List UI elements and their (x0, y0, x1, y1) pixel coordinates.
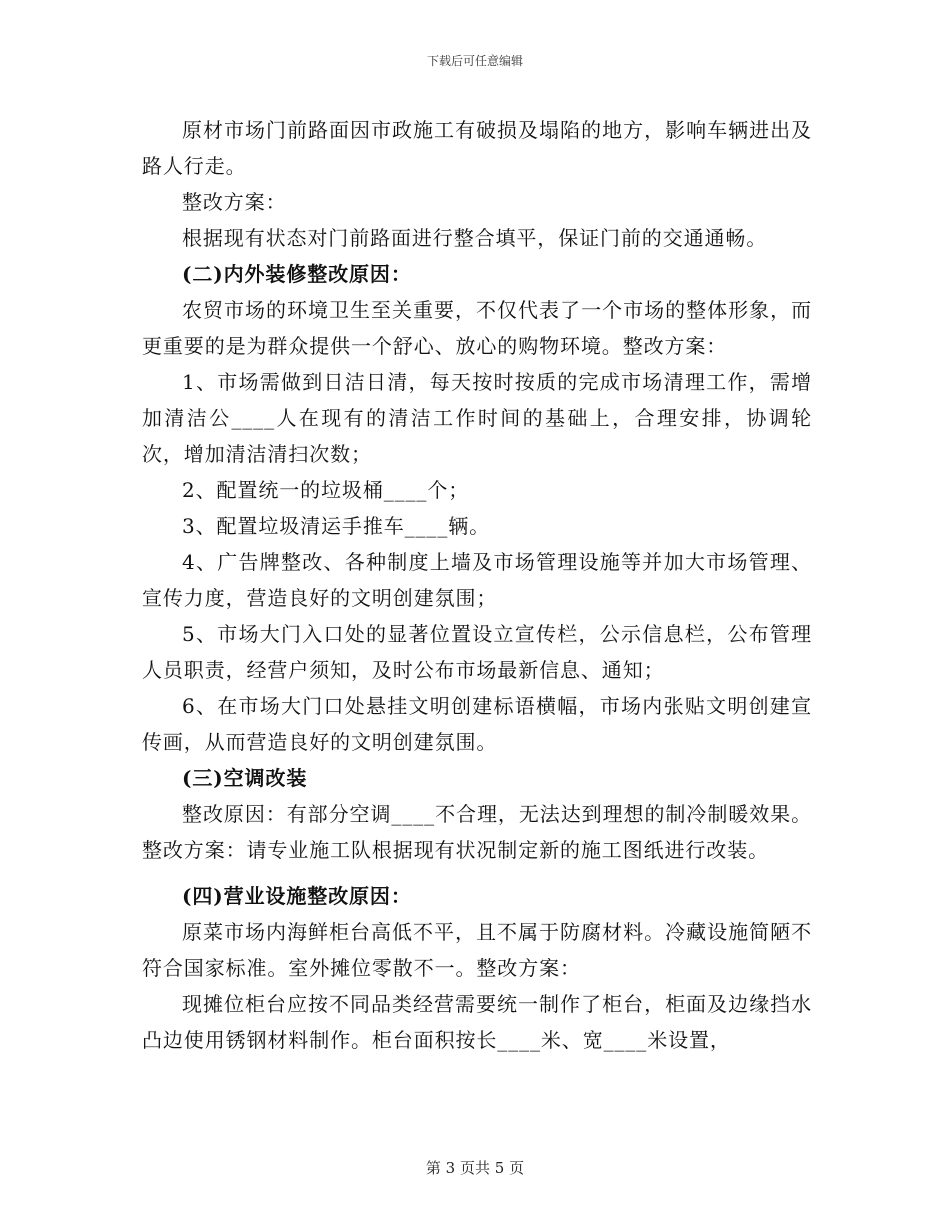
section-heading: (二)内外装修整改原因： (182, 262, 412, 286)
paragraph: 现摊位柜台应按不同品类经营需要统一制作了柜台，柜面及边缘挡水凸边使用锈钢材料制作。柜台面积按长____米、宽____米设置， (142, 992, 812, 1052)
list-item: 3、配置垃圾清运手推车____辆。 (182, 514, 491, 538)
document-body (142, 112, 812, 1058)
paragraph: 整改方案： (182, 190, 287, 214)
paragraph: 原材市场门前路面因市政施工有破损及塌陷的地方，影响车辆进出及路人行走。 (142, 118, 812, 178)
section-heading: (三)空调改装 (182, 766, 308, 790)
list-item: 4、广告牌整改、各种制度上墙及市场管理设施等并加大市场管理、宣传力度，营造良好的文明创建氛围； (142, 550, 812, 610)
page-number: 第 3 页共 5 页 (425, 1159, 525, 1177)
section-heading: (四)营业设施整改原因： (182, 884, 412, 908)
paragraph: 整改原因：有部分空调____不合理，无法达到理想的制冷制暖效果。整改方案：请专业施工队根据现有状况制定新的施工图纸进行改装。 (142, 802, 812, 862)
list-item: 2、配置统一的垃圾桶____个； (182, 478, 470, 502)
paragraph: 农贸市场的环境卫生至关重要，不仅代表了一个市场的整体形象，而更重要的是为群众提供一个舒心、放心的购物环境。整改方案： (142, 298, 812, 358)
list-item: 5、市场大门入口处的显著位置设立宣传栏，公示信息栏，公布管理人员职责，经营户须知，及时公布市场最新信息、通知； (142, 622, 812, 682)
list-item: 6、在市场大门口处悬挂文明创建标语横幅，市场内张贴文明创建宣传画，从而营造良好的文明创建氛围。 (142, 694, 812, 754)
paragraph: 根据现有状态对门前路面进行整合填平，保证门前的交通通畅。 (182, 226, 768, 250)
list-item: 1、市场需做到日洁日清，每天按时按质的完成市场清理工作，需增加清洁公____人在现有的清洁工作时间的基础上，合理安排，协调轮次，增加清洁清扫次数； (142, 370, 812, 466)
page-header-note: 下载后可任意编辑 (426, 54, 523, 68)
paragraph: 原菜市场内海鲜柜台高低不平，且不属于防腐材料。冷藏设施简陋不符合国家标准。室外摊位零散不一。整改方案： (142, 920, 812, 980)
